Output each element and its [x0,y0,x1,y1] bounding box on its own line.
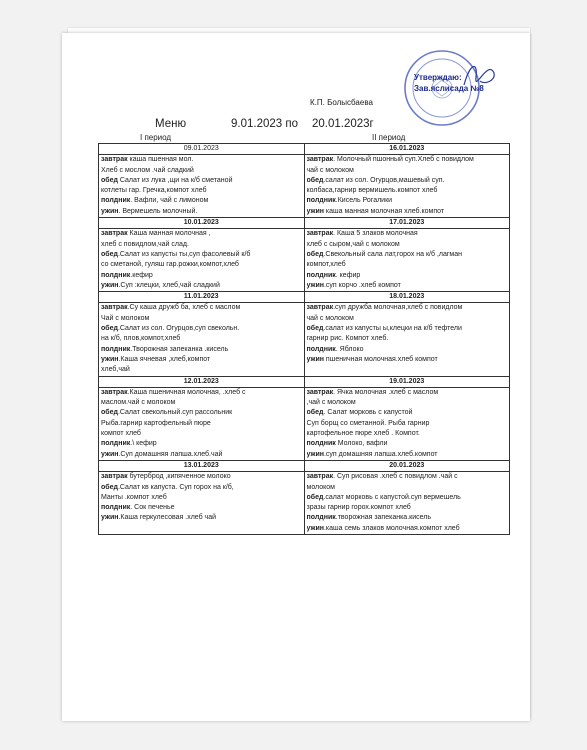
meal-label: завтрак [101,388,128,396]
meal-text: . Вермешель молочный. [118,207,198,215]
menu-line [307,439,508,449]
meal-text: Рыба.гарнир картофельный пюре [101,419,211,427]
menu-line [101,260,302,270]
menu-line [101,250,302,260]
date-row [99,376,510,387]
meal-cell-period-1 [99,229,305,292]
meal-label: ужин [306,450,324,458]
meal-text: .Каша пшеничная молочная, .хлеб с [127,388,246,396]
menu-line [307,334,508,344]
meal-text: котлеты гар. Гречка,компот хлеб [101,187,207,195]
meal-row [99,387,510,460]
date-cell-period-1: 11.01.2023 [99,292,305,303]
meal-label: завтрак [306,230,334,238]
menu-label: Меню [155,118,187,130]
meal-text: на к/б, плов,компот,хлеб [101,335,181,343]
meal-row [99,155,510,218]
menu-line [307,450,508,460]
meal-text: .салат морковь с капустой.суп вермешель [323,493,461,501]
date-cell-period-2: 19.01.2023 [304,376,510,387]
meal-cell-period-1 [99,303,305,376]
meal-label: полдник [306,271,336,279]
meal-text: .кефир [130,271,153,279]
meal-label: ужин [101,281,119,289]
meal-text: компот хлеб [101,430,141,438]
meal-label: завтрак [101,473,128,481]
menu-line [307,483,508,493]
menu-line [101,207,302,217]
meal-text: Каша манная молочная , [127,230,211,238]
menu-line [307,186,508,196]
meal-label: полдник [101,440,131,448]
menu-line [307,260,508,270]
meal-text: .каша семь злаков молочная.компот хлеб [323,524,460,532]
meal-cell-period-1 [99,155,305,218]
meal-text: . Ячка молочная .хлеб с маслом [333,388,439,396]
menu-line [307,196,508,206]
meal-text: .салат из капусты ы,клецки на к/б тефтели [323,325,462,333]
date-cell-period-2: 18.01.2023 [304,292,510,303]
date-row [99,460,510,471]
meal-text: Салат из лука ,щи на к/б сметаной [117,176,233,184]
menu-line [307,324,508,334]
meal-row [99,229,510,292]
meal-label: ужин [306,281,324,289]
meal-text: Суп борщ со сметанной. Рыба гарнир [306,419,430,427]
menu-line [307,503,508,513]
menu-line [101,429,302,439]
meal-text: Хлеб с мослом .чай сладкий [101,166,194,174]
meal-text: .Каша ячневая ,хлеб,компот [118,355,211,363]
menu-line [101,365,302,375]
meal-text: .Салат кв капуста. Суп горох на к/б, [117,483,234,491]
meal-label: обед [306,250,324,258]
menu-line [307,250,508,260]
approved-line-1: Утверждаю: [414,73,462,82]
meal-label: ужин [306,524,324,532]
date-row [99,292,510,303]
meal-text: .Салат свекольный.суп рассольник [117,409,233,417]
menu-line [101,176,302,186]
menu-line [307,314,508,324]
menu-line [307,166,508,176]
meal-text: . кефир [335,271,361,279]
author-name: К.П. Болысбаева [310,98,373,107]
menu-line [101,450,302,460]
meal-label: ужин [101,355,119,363]
menu-line [101,281,302,291]
meal-text: колбаса,гарнир вермишель.компот хлеб [306,187,438,195]
date-from: 9.01.2023 по [231,118,298,130]
meal-text: .Кисель Рогалики [335,197,393,205]
menu-line [307,429,508,439]
meal-label: обед [101,250,118,258]
meal-label: завтрак [306,156,334,164]
meal-cell-period-1 [99,387,305,460]
menu-line [307,398,508,408]
menu-line [101,271,302,281]
meal-text: молоком [306,483,335,491]
meal-text: . Суп рисовая .хлеб с повидлом .чай с [333,473,458,481]
menu-line [101,155,302,165]
meal-text: зразы гарнир горох.компот хлеб [306,504,411,512]
meal-text: . Яблоко [335,345,364,353]
menu-line [307,155,508,165]
meal-text: бутерброд ,кипяченное молоко [127,473,231,481]
meal-row [99,303,510,376]
menu-line [101,314,302,324]
menu-line [307,303,508,313]
meal-label: обед [101,325,118,333]
menu-line [307,229,508,239]
meal-label: обед [101,483,118,491]
meal-text: Манты .компот хлеб [101,493,167,501]
meal-label: ужин [101,514,119,522]
menu-line [101,345,302,355]
approval-block [414,72,484,94]
meal-text: каша манная молочная хлеб.компот [323,207,445,215]
meal-label: завтрак [101,230,128,238]
meal-text: хлеб с сыром,чай с молоком [306,240,400,248]
meal-label: завтрак [306,473,334,481]
meal-text: . Каша 5 злаков молочная [333,230,418,238]
meal-text: .творожная запеканка.кисель [335,514,432,522]
meal-text: . Вафли, чай с лимоном [130,197,209,205]
meal-text: со сметаной, гуляш гар.рожки,компот,хлеб [101,261,239,269]
menu-line [101,324,302,334]
menu-line [307,388,508,398]
meal-text: .Творожная запеканка .кисель [130,345,229,353]
meal-label: завтрак [306,388,334,396]
meal-label: завтрак [306,304,334,312]
meal-label: завтрак [101,156,128,164]
meal-text: Молоко, вафли [335,440,388,448]
date-cell-period-2: 16.01.2023 [304,144,510,155]
date-cell-period-1: 09.01.2023 [99,144,305,155]
menu-line [307,408,508,418]
menu-line [101,240,302,250]
date-to: 20.01.2023г [312,118,374,130]
menu-line [101,483,302,493]
meal-text: .Су каша дружб ба, хлеб с маслом [127,304,241,312]
meal-label: ужин [306,207,324,215]
meal-label: полдник [306,197,336,205]
meal-cell-period-2 [304,303,510,376]
menu-line [307,524,508,534]
meal-cell-period-2 [304,155,510,218]
menu-line [307,419,508,429]
menu-line [101,419,302,429]
meal-text: .салат из сол. Огурцов,машевый суп. [323,176,445,184]
menu-line [307,281,508,291]
meal-row [99,472,510,535]
menu-line [307,513,508,523]
meal-cell-period-2 [304,472,510,535]
meal-label: ужин [306,355,324,363]
menu-line [101,408,302,418]
meal-label: обед [101,409,118,417]
menu-table-body [99,144,510,535]
date-cell-period-1: 10.01.2023 [99,218,305,229]
menu-line [101,303,302,313]
meal-cell-period-2 [304,229,510,292]
menu-line [101,388,302,398]
meal-label: полдник [306,440,336,448]
meal-text: .\ кефир [130,440,157,448]
menu-line [307,345,508,355]
period-2-label: II период [372,133,406,142]
meal-text: каша пшенная мол. [127,156,194,164]
menu-line [101,355,302,365]
meal-label: полдник [101,197,131,205]
meal-text: .Свекольный сала лат,горох на к/б ,лагман [323,250,463,258]
meal-text: ,чай с молоком [306,399,356,407]
meal-text: .суп корчо .хлеб компот [323,281,401,289]
meal-label: полдник [306,345,336,353]
menu-line [307,176,508,186]
meal-label: полдник [101,271,131,279]
menu-line [307,493,508,503]
meal-text: хлеб,чай [101,366,130,374]
meal-text: .Каша геркулесовая .хлеб чай [118,514,216,522]
menu-line [307,207,508,217]
menu-line [101,439,302,449]
menu-line [101,229,302,239]
date-row [99,218,510,229]
menu-line [307,355,508,365]
meal-label: ужин [101,450,119,458]
menu-line [101,186,302,196]
menu-table [98,143,510,535]
meal-label: завтрак [101,304,128,312]
meal-text: .Салат из сол. Огурцов,суп свекольн. [117,325,240,333]
meal-text: Чай с молоком [101,314,150,322]
meal-text: .Салат из капусты ты,суп фасолевый к/б [117,250,251,258]
meal-text: чай с молоком [306,166,354,174]
meal-text: . Молочный пшонный суп.Хлеб с повидлом [333,156,474,164]
meal-text: хлеб с повидлом,чай слад. [101,240,189,248]
meal-text: гарнир рис. Компот хлеб. [306,335,389,343]
meal-label: полдник [306,514,336,522]
menu-line [101,166,302,176]
date-row [99,144,510,155]
meal-text: картофельное пюре хлеб . Компот. [306,430,420,438]
menu-line [101,503,302,513]
menu-line [307,240,508,250]
meal-label: обед [306,409,324,417]
approved-line-2: Зав.яслисада №8 [414,84,484,93]
meal-label: полдник [101,504,131,512]
meal-text: .Суп домашняя лапша.хлеб.чай [118,450,223,458]
meal-text: чай с молоком [306,314,354,322]
meal-text: компот,хлеб [306,261,346,269]
meal-text: маслом.чай с молоком [101,399,176,407]
menu-line [101,398,302,408]
meal-text: .суп домашняя лапша.хлеб.компот [323,450,438,458]
meal-text: пшеничная молочная.хлеб компот [323,355,438,363]
period-1-label: I период [140,133,172,142]
menu-line [101,472,302,482]
menu-line [101,493,302,503]
menu-line [101,334,302,344]
menu-line [307,271,508,281]
meal-text: . Сок печенье [130,504,175,512]
meal-cell-period-2 [304,387,510,460]
menu-line [307,472,508,482]
meal-label: ужин [101,207,119,215]
meal-cell-period-1 [99,472,305,535]
meal-label: полдник [101,345,131,353]
date-cell-period-2: 17.01.2023 [304,218,510,229]
meal-text: . Салат морковь с капустой [323,409,413,417]
menu-line [101,196,302,206]
meal-label: обед [306,176,324,184]
date-cell-period-2: 20.01.2023 [304,460,510,471]
meal-text: .Суп :клецки, хлеб,чай сладкий [118,281,220,289]
meal-label: обед [306,325,324,333]
meal-text: .суп дружба молочная,хлеб с повидлом [333,304,463,312]
meal-label: обед [101,176,118,184]
date-cell-period-1: 13.01.2023 [99,460,305,471]
date-cell-period-1: 12.01.2023 [99,376,305,387]
menu-line [101,513,302,523]
meal-label: обед [306,493,324,501]
